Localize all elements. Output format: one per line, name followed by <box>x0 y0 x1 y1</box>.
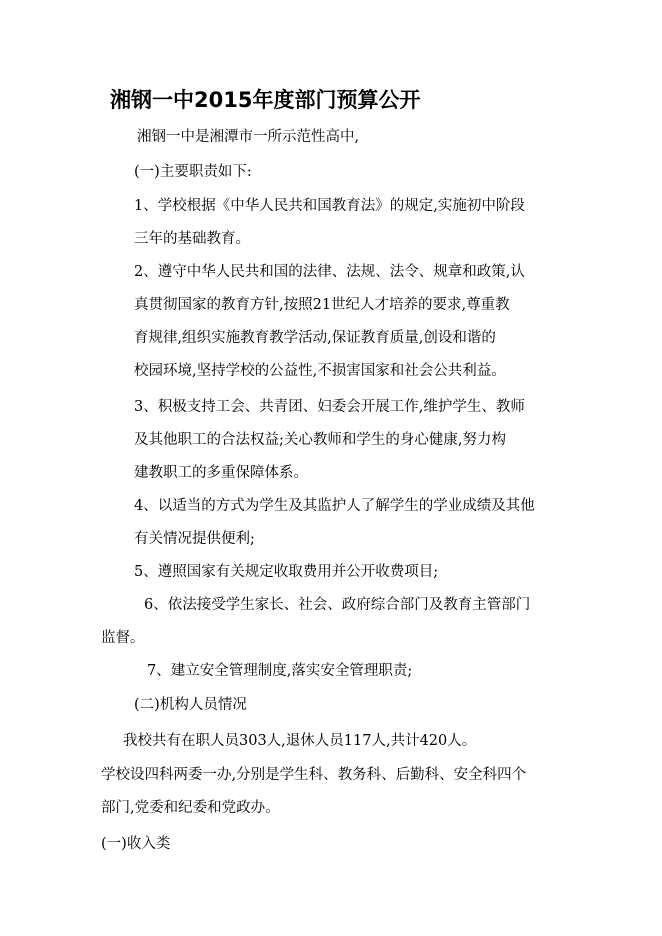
section2-heading: (二)机构人员情况 <box>134 697 247 713</box>
duty6-line2: 监督。 <box>101 630 145 646</box>
duty2-line1: 2、遵守中华人民共和国的法律、法规、法令、规章和政策,认 <box>134 264 525 280</box>
income-heading: (一)收入类 <box>101 836 171 852</box>
duty7-line1: 7、建立安全管理制度,落实安全管理职责; <box>147 663 413 679</box>
duty2-line3: 育规律,组织实施教育教学活动,保证教育质量,创设和谐的 <box>134 330 496 346</box>
duty3-line1: 3、积极支持工会、共青团、妇委会开展工作,维护学生、教师 <box>134 399 525 415</box>
duty2-line2: 真贯彻国家的教育方针,按照21世纪人才培养的要求,尊重教 <box>134 297 510 313</box>
duty6-line1: 6、依法接受学生家长、社会、政府综合部门及教育主管部门 <box>144 597 531 613</box>
intro-paragraph: 湘钢一中是湘潭市一所示范性高中, <box>137 129 360 145</box>
duty1-line1: 1、学校根据《中华人民共和国教育法》的规定,实施初中阶段 <box>134 198 525 214</box>
duty3-line2: 及其他职工的合法权益;关心教师和学生的身心健康,努力构 <box>134 432 506 448</box>
duty1-line2: 三年的基础教育。 <box>134 231 250 247</box>
duty3-line3: 建教职工的多重保障体系。 <box>134 465 308 481</box>
org-line1: 学校设四科两委一办,分别是学生科、教务科、后勤科、安全科四个 <box>101 767 527 783</box>
section1-heading: (一)主要职责如下: <box>134 164 252 180</box>
org-line2: 部门,党委和纪委和党政办。 <box>101 800 280 816</box>
staff-paragraph: 我校共有在职人员303人,退休人员117人,共计420人。 <box>123 733 477 749</box>
duty5-line1: 5、遵照国家有关规定收取费用并公开收费项目; <box>134 564 439 580</box>
duty4-line2: 有关情况提供便利; <box>134 531 255 547</box>
duty4-line1: 4、以适当的方式为学生及其监护人了解学生的学业成绩及其他 <box>134 498 535 514</box>
duty2-line4: 校园环境,坚持学校的公益性,不损害国家和社会公共利益。 <box>134 363 506 379</box>
document-title: 湘钢一中2015年度部门预算公开 <box>110 88 421 112</box>
